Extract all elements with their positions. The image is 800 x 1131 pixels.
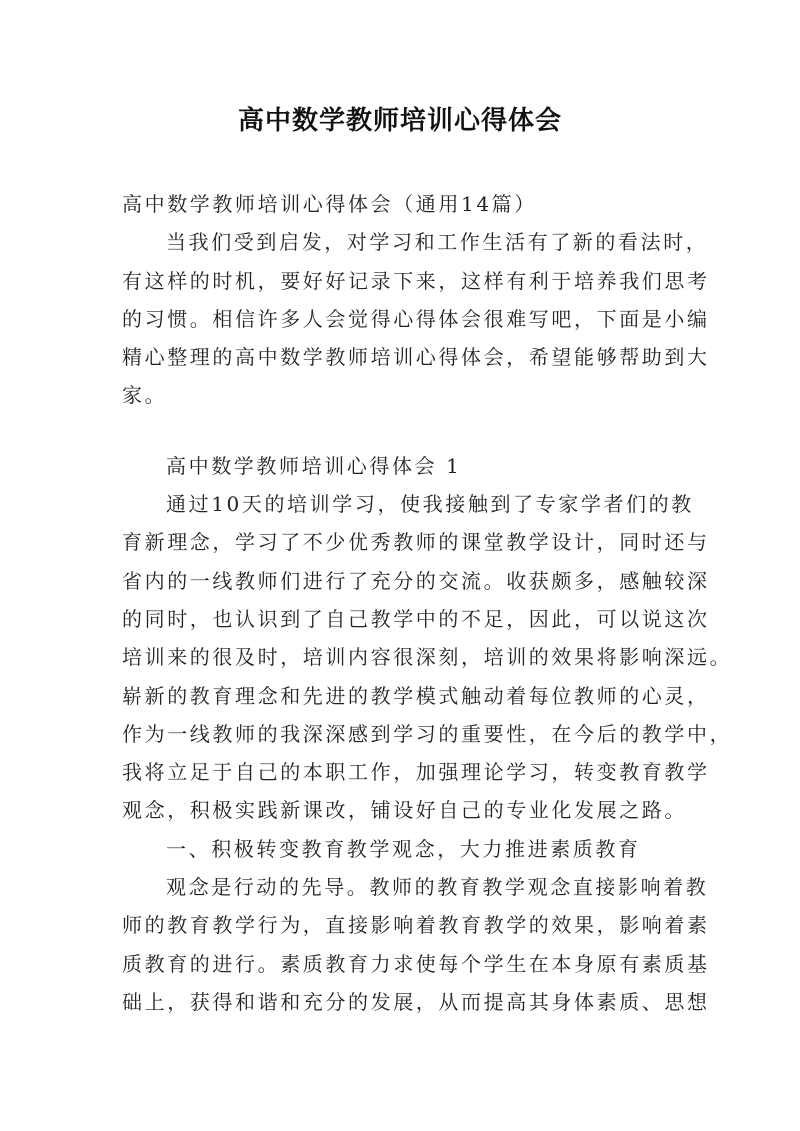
paragraph-line: 质教育的进行。素质教育力求使每个学生在本身原有素质基 (122, 951, 710, 976)
paragraph-line: 观念，积极实践新课改，铺设好自己的专业化发展之路。 (122, 798, 687, 823)
paragraph-line: 省内的一线教师们进行了充分的交流。收获颇多，感触较深 (122, 568, 710, 593)
paragraph-line: 础上，获得和谐和充分的发展，从而提高其身体素质、思想 (122, 989, 710, 1014)
paragraph-line: 作为一线教师的我深深感到学习的重要性，在今后的教学中， (122, 721, 733, 746)
subheading: 一、积极转变教育教学观念，大力推进素质教育 (166, 836, 641, 861)
spacer (122, 415, 702, 447)
paragraph-line: 培训来的很及时，培训内容很深刻，培训的效果将影响深远。 (122, 645, 733, 670)
paragraph-line: 有这样的时机，要好好记录下来，这样有利于培养我们思考 (122, 268, 710, 293)
paragraph-line: 通过10天的培训学习，使我接触到了专家学者们的教 (166, 492, 694, 517)
paragraph-line: 的同时，也认识到了自己教学中的不足，因此，可以说这次 (122, 606, 710, 631)
document-title: 高中数学教师培训心得体会 (237, 106, 562, 136)
paragraph-line: 师的教育教学行为，直接影响着教育教学的效果，影响着素 (122, 913, 710, 938)
paragraph-line: 当我们受到启发，对学习和工作生活有了新的看法时， (166, 230, 709, 255)
document-body (122, 185, 733, 1021)
paragraph-line: 崭新的教育理念和先进的教学模式触动着每位教师的心灵， (122, 683, 710, 708)
paragraph-line: 精心整理的高中数学教师培训心得体会，希望能够帮助到大 (122, 345, 710, 370)
document-subtitle: 高中数学教师培训心得体会（通用14篇） (122, 192, 537, 216)
paragraph-line: 的习惯。相信许多人会觉得心得体会很难写吧，下面是小编 (122, 306, 710, 331)
paragraph-line: 观念是行动的先导。教师的教育教学观念直接影响着教 (166, 875, 709, 900)
paragraph-line: 家。 (122, 383, 168, 408)
section-heading: 高中数学教师培训心得体会 1 (166, 453, 462, 478)
paragraph-line: 育新理念，学习了不少优秀教师的课堂教学设计，同时还与 (122, 530, 710, 555)
paragraph-line: 我将立足于自己的本职工作，加强理论学习，转变教育教学 (122, 760, 710, 785)
